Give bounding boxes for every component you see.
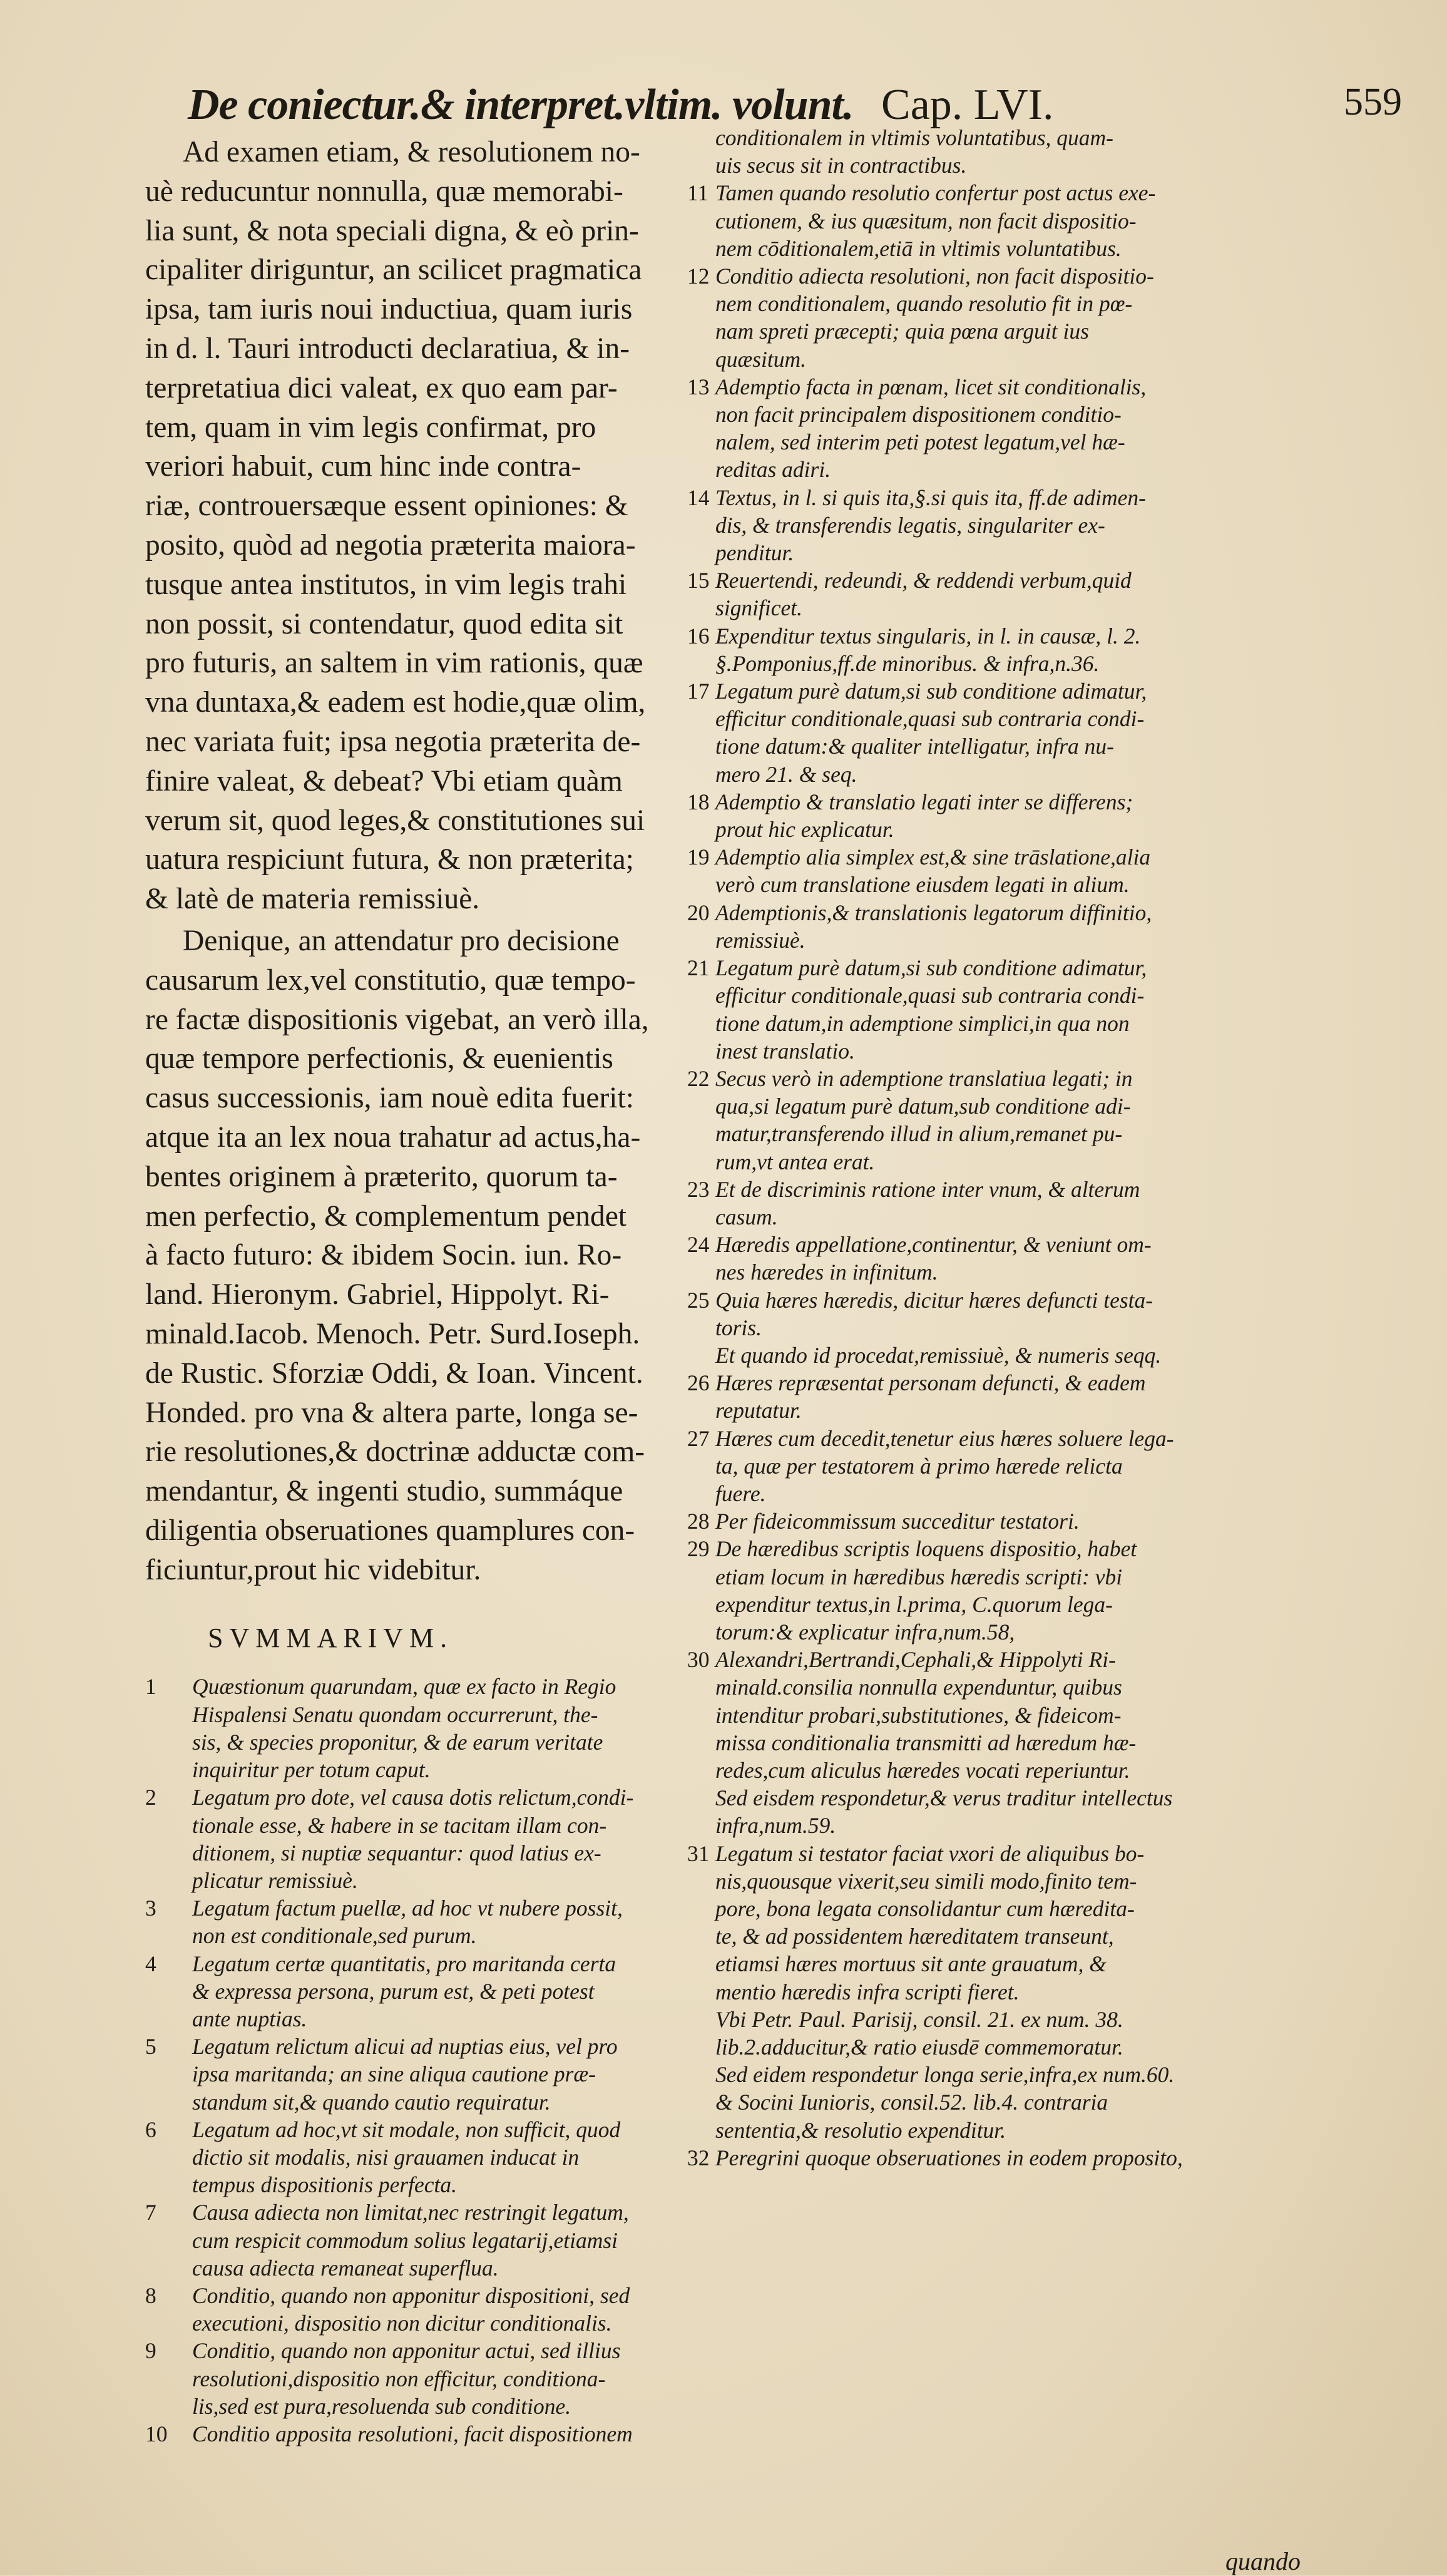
- entry-number: 17: [687, 679, 710, 704]
- summary-entry: [687, 484, 1313, 567]
- entry-number: 7: [145, 2200, 156, 2225]
- summary-entry: [145, 2033, 677, 2116]
- summary-entry: [687, 843, 1313, 898]
- entry-text: [192, 2199, 677, 2282]
- summary-entry: [715, 2061, 1313, 2144]
- paragraph: [145, 133, 677, 919]
- text-line: Legatum pro dote, vel causa dotis relictum,condi-: [192, 1785, 634, 1810]
- text-line: te, & ad possidentem hæreditatem transeunt,: [715, 1924, 1114, 1949]
- text-line: intenditur probari,substitutiones, & fideicom-: [715, 1702, 1122, 1728]
- entry-number: 26: [687, 1370, 710, 1396]
- text-line: Conditio adiecta resolutioni, non facit dispositio-: [715, 264, 1154, 289]
- text-line: Hæres repræsentat personam defuncti, & eadem: [715, 1370, 1146, 1396]
- summary-entry: [687, 1840, 1313, 2006]
- entry-number: 11: [687, 180, 709, 206]
- text-line: redes,cum aliculus hæredes vocati reperiuntur.: [715, 1757, 1130, 1783]
- text-line: tionale esse, & habere in se tacitam illam con-: [192, 1812, 607, 1838]
- text-line: Et de discriminis ratione inter vnum, & alterum: [715, 1176, 1140, 1202]
- text-line: Denique, an attendatur pro decisione: [183, 924, 620, 957]
- text-line: & Socini Iunioris, consil.52. lib.4. contraria: [715, 2090, 1108, 2115]
- text-line: Tamen quando resolutio confertur post actus exe-: [715, 180, 1156, 206]
- text-line: pro futuris, an saltem in vim rationis, quæ: [145, 647, 643, 680]
- entry-text: [715, 373, 1313, 484]
- entry-text: [715, 954, 1313, 1065]
- entry-number: 19: [687, 844, 710, 870]
- entry-number: 25: [687, 1287, 710, 1313]
- text-line: pore, bona legata consolidantur cum hæredita-: [715, 1896, 1135, 1921]
- entry-text: [715, 484, 1313, 567]
- entry-text: [715, 1065, 1313, 1176]
- text-line: nem conditionalem, quando resolutio fit in pœ-: [715, 291, 1133, 317]
- text-line: Ademptio alia simplex est,& sine trāslatione,alia: [715, 844, 1151, 870]
- entry-number: 27: [687, 1425, 710, 1451]
- text-line: missa conditionalia transmitti ad hæredum hæ-: [715, 1730, 1137, 1755]
- text-line: terpretatiua dici valeat, ex quo eam par-: [145, 371, 618, 404]
- text-line: executioni, dispositio non dicitur conditionalis.: [192, 2311, 612, 2336]
- summary-entry: [687, 1065, 1313, 1176]
- text-line: plicatur remissiuè.: [192, 1867, 358, 1893]
- summary-entry: [687, 567, 1313, 622]
- summary-entry: [687, 899, 1313, 954]
- text-line: expenditur textus,in l.prima, C.quorum lega-: [715, 1591, 1113, 1617]
- text-line: ditionem, si nuptiæ sequantur: quod latius ex-: [192, 1840, 601, 1865]
- summary-entry: [687, 1507, 1313, 1535]
- summary-entry: [687, 788, 1313, 843]
- text-line: Sed eidem respondetur longa serie,infra,ex num.60.: [715, 2062, 1175, 2088]
- entry-number: 9: [145, 2338, 156, 2364]
- text-line: toris.: [715, 1315, 762, 1340]
- text-line: Legatum purè datum,si sub conditione adimatur,: [715, 679, 1147, 704]
- entry-text: [715, 843, 1313, 898]
- text-line: diligentia obseruationes quamplures con-: [145, 1514, 635, 1547]
- text-line: vna duntaxa,& eadem est hodie,quæ olim,: [145, 686, 646, 719]
- text-line: mero 21. & seq.: [715, 761, 857, 787]
- entry-number: 8: [145, 2282, 156, 2308]
- entry-text: [715, 1646, 1313, 1784]
- entry-text: [715, 1342, 1313, 1369]
- summary-entry: [687, 1535, 1313, 1646]
- text-line: veriori habuit, cum hinc inde contra-: [145, 450, 581, 483]
- entry-text: [715, 1425, 1313, 1508]
- text-line: significet.: [715, 595, 803, 621]
- summary-entry: [145, 1894, 677, 1949]
- text-line: Ademptio facta in pœnam, licet sit conditionalis,: [715, 374, 1147, 399]
- entry-text: [192, 1783, 677, 1894]
- text-line: atque ita an lex noua trahatur ad actus,ha-: [145, 1121, 641, 1154]
- text-line: dis, & transferendis legatis, singulariter ex-: [715, 512, 1105, 538]
- entry-text: [192, 1894, 677, 1949]
- summary-entry: [687, 262, 1313, 373]
- summary-entry: [687, 373, 1313, 484]
- entry-number: 16: [687, 623, 710, 649]
- text-line: minald.Iacob. Menoch. Petr. Surd.Ioseph.: [145, 1317, 640, 1350]
- text-line: De hæredibus scriptis loquens dispositio, habet: [715, 1536, 1137, 1562]
- summary-entry: [145, 1950, 677, 2033]
- text-line: uatura respiciunt futura, & non præterita;: [145, 843, 634, 876]
- text-line: reditas adiri.: [715, 457, 831, 483]
- text-line: Vbi Petr. Paul. Parisij, consil. 21. ex num. 38.: [715, 2006, 1123, 2032]
- text-line: in d. l. Tauri introducti declaratiua, & in-: [145, 332, 630, 365]
- catchword: quando: [1225, 2547, 1301, 2575]
- summary-entry: [145, 2116, 677, 2199]
- text-line: Ad examen etiam, & resolutionem no-: [183, 136, 640, 168]
- entry-text: [192, 2420, 677, 2448]
- text-line: Hæres cum decedit,tenetur eius hæres soluere lega-: [715, 1425, 1174, 1451]
- entry-text: [715, 179, 1313, 262]
- text-line: non possit, si contendatur, quod edita sit: [145, 607, 623, 640]
- text-line: tione datum:& qualiter intelligatur, infra nu-: [715, 734, 1115, 759]
- entry-number: 10: [145, 2421, 168, 2446]
- entry-text: [192, 2033, 677, 2116]
- text-line: Legatum si testator faciat vxori de aliquibus bo-: [715, 1840, 1145, 1866]
- text-line: penditur.: [715, 540, 794, 566]
- text-line: finire valeat, & debeat? Vbi etiam quàm: [145, 764, 623, 798]
- text-line: nam spreti præcepti; quia pœna arguit ius: [715, 319, 1089, 344]
- text-line: Legatum relictum alicui ad nuptias eius, vel pro: [192, 2034, 618, 2060]
- text-line: Expenditur textus singularis, in l. in causæ, l. 2.: [715, 623, 1141, 649]
- page-number: 559: [1344, 81, 1402, 123]
- text-line: rum,vt antea erat.: [715, 1149, 875, 1174]
- entry-number: 23: [687, 1176, 710, 1202]
- text-line: mendantur, & ingenti studio, summáque: [145, 1475, 623, 1508]
- summarium-heading: SVMMARIVM.: [208, 1623, 454, 1654]
- text-line: Conditio, quando non apponitur actui, sed illius: [192, 2338, 621, 2364]
- entry-text: [192, 2337, 677, 2420]
- text-line: Per fideicommissum succeditur testatori.: [715, 1509, 1080, 1534]
- text-line: mentio hæredis infra scripti fieret.: [715, 1979, 1020, 2004]
- entry-number: 18: [687, 789, 710, 814]
- text-line: Legatum purè datum,si sub conditione adimatur,: [715, 955, 1147, 981]
- entry-number: 31: [687, 1840, 710, 1866]
- entry-text: [192, 1673, 677, 1783]
- text-line: cipaliter diriguntur, an scilicet pragmatica: [145, 254, 642, 287]
- text-line: men perfectio, & complementum pendet: [145, 1199, 626, 1233]
- running-title: De coniectur.& interpret.vltim. volunt.: [188, 81, 854, 129]
- summary-entry: [145, 2420, 677, 2448]
- text-line: Quia hæres hæredis, dicitur hæres defuncti testa-: [715, 1287, 1153, 1313]
- text-line: etiamsi hæres mortuus sit ante grauatum, &: [715, 1951, 1107, 1977]
- text-line: & latè de materia remissiuè.: [145, 883, 480, 916]
- text-line: inest translatio.: [715, 1038, 855, 1064]
- text-line: efficitur conditionale,quasi sub contraria condi-: [715, 983, 1145, 1008]
- entry-text: [192, 1950, 677, 2033]
- text-line: land. Hieronym. Gabriel, Hippolyt. Ri-: [145, 1278, 610, 1311]
- text-line: remissiuè.: [715, 927, 805, 953]
- text-line: verò cum translatione eiusdem legati in alium.: [715, 872, 1130, 898]
- text-line: Conditio, quando non apponitur dispositioni, sed: [192, 2282, 630, 2308]
- summary-entry: [687, 179, 1313, 262]
- text-line: non est conditionale,sed purum.: [192, 1923, 477, 1949]
- text-line: qua,si legatum purè datum,sub conditione adi-: [715, 1094, 1131, 1119]
- text-line: quæ tempore perfectionis, & euenientis: [145, 1042, 613, 1075]
- text-line: ipsa, tam iuris noui inductiua, quam iuris: [145, 293, 633, 326]
- summary-entry: [687, 622, 1313, 677]
- text-line: riæ, controuersæque essent opiniones: &: [145, 490, 628, 523]
- entry-number: 29: [687, 1536, 710, 1562]
- text-line: ta, quæ per testatorem à primo hærede relicta: [715, 1453, 1123, 1479]
- text-line: nalem, sed interim peti potest legatum,vel hæ-: [715, 429, 1125, 455]
- text-line: §.Pomponius,ff.de minoribus. & infra,n.36.: [715, 650, 1100, 676]
- chapter-label: Cap. LVI.: [881, 81, 1054, 129]
- paragraph: [145, 921, 677, 1590]
- text-line: Honded. pro vna & altera parte, longa se-: [145, 1396, 638, 1429]
- text-line: etiam locum in hæredibus hæredis scripti: vbi: [715, 1564, 1123, 1589]
- entry-number: 3: [145, 1896, 156, 1921]
- text-line: prout hic explicatur.: [715, 817, 894, 843]
- text-line: Ademptionis,& translationis legatorum diffinitio,: [715, 900, 1152, 925]
- text-line: bentes originem à præterito, quorum ta-: [145, 1160, 618, 1193]
- text-line: non facit principalem dispositionem conditio-: [715, 402, 1122, 428]
- text-line: posito, quòd ad negotia præterita maiora-: [145, 528, 636, 562]
- summary-entry: [687, 1176, 1313, 1231]
- text-line: sententia,& resolutio expenditur.: [715, 2117, 1006, 2143]
- entry-number: 32: [687, 2145, 710, 2170]
- entry-text: [715, 2061, 1313, 2144]
- text-line: re factæ dispositionis vigebat, an verò illa,: [145, 1003, 649, 1036]
- text-line: standum sit,& quando cautio requiratur.: [192, 2089, 551, 2115]
- summary-entry: [715, 1342, 1313, 1369]
- text-line: casus successionis, iam nouè edita fuerit:: [145, 1082, 634, 1115]
- summary-entry: [687, 954, 1313, 1065]
- entry-text: [715, 1369, 1313, 1424]
- text-line: lib.2.adducitur,& ratio eiusdē commemoratur.: [715, 2035, 1123, 2060]
- entry-text: [715, 677, 1313, 788]
- entry-number: 6: [145, 2117, 156, 2142]
- entry-text: [715, 1286, 1313, 1342]
- text-line: Hæredis appellatione,continentur, & veniunt om-: [715, 1232, 1152, 1258]
- text-line: ante nuptias.: [192, 2006, 307, 2031]
- left-column: [145, 133, 677, 2448]
- summary-entry: [145, 2199, 677, 2282]
- entry-text: [715, 1535, 1313, 1646]
- entry-text: [715, 1176, 1313, 1231]
- text-line: Hispalensi Senatu quondam occurrerunt, the-: [192, 1701, 598, 1727]
- text-line: cum respicit commodum solius legatarij,etiamsi: [192, 2227, 618, 2253]
- entry-number: 30: [687, 1647, 710, 1673]
- continued-entry: [687, 124, 1313, 179]
- summary-entry: [145, 1673, 677, 1783]
- text-line: nis,quousque vixerit,seu simili modo,finito tem-: [715, 1868, 1137, 1894]
- summary-list-right: [687, 179, 1313, 2172]
- text-line: ficiuntur,prout hic videbitur.: [145, 1553, 481, 1586]
- entry-number: 2: [145, 1785, 156, 1810]
- text-line: conditionalem in vltimis voluntatibus, quam-: [715, 125, 1113, 150]
- entry-text: [715, 1507, 1313, 1535]
- text-line: & expressa persona, purum est, & peti potest: [192, 1978, 595, 2004]
- text-line: Ademptio & translatio legati inter se differens;: [715, 789, 1133, 814]
- text-line: Alexandri,Bertrandi,Cephali,& Hippolyti Ri-: [715, 1647, 1116, 1673]
- text-line: Sed eisdem respondetur,& verus traditur intellectus: [715, 1785, 1173, 1811]
- text-line: Legatum ad hoc,vt sit modale, non sufficit, quod: [192, 2117, 621, 2142]
- entry-text: [715, 2144, 1313, 2172]
- entry-text: [715, 788, 1313, 843]
- summary-entry: [715, 2006, 1313, 2061]
- text-line: Et quando id procedat,remissiuè, & numeris seqq.: [715, 1342, 1162, 1368]
- summary-entry: [687, 677, 1313, 788]
- text-line: matur,transferendo illud in alium,remanet pu-: [715, 1121, 1123, 1147]
- entry-text: [715, 1840, 1313, 2006]
- entry-number: 28: [687, 1509, 710, 1534]
- text-line: lia sunt, & nota speciali digna, & eò prin-: [145, 214, 639, 247]
- entry-text: [715, 124, 1313, 179]
- entry-text: [715, 2006, 1313, 2061]
- text-line: à facto futuro: & ibidem Socin. iun. Ro-: [145, 1239, 622, 1272]
- text-line: infra,num.59.: [715, 1813, 836, 1839]
- entry-text: [192, 2282, 677, 2337]
- entry-number: 14: [687, 485, 710, 510]
- text-line: casum.: [715, 1204, 778, 1229]
- text-line: uè reducuntur nonnulla, quæ memorabi-: [145, 175, 623, 208]
- entry-number: 4: [145, 1951, 156, 1976]
- entry-number: 20: [687, 900, 710, 925]
- right-column: [687, 124, 1313, 2172]
- text-line: Peregrini quoque obseruationes in eodem proposito,: [715, 2145, 1183, 2170]
- entry-number: 21: [687, 955, 710, 981]
- text-line: dictio sit modalis, nisi grauamen inducat in: [192, 2144, 580, 2170]
- entry-number: 22: [687, 1065, 710, 1091]
- text-line: Legatum certæ quantitatis, pro maritanda certa: [192, 1951, 616, 1976]
- text-line: cutionem, & ius quæsitum, non facit dispositio-: [715, 208, 1137, 233]
- text-line: tusque antea institutos, in vim legis trahi: [145, 568, 627, 601]
- entry-text: [715, 262, 1313, 373]
- text-line: Quæstionum quarundam, quæ ex facto in Regio: [192, 1674, 616, 1700]
- entry-text: [715, 567, 1313, 622]
- text-line: minald.consilia nonnulla expenduntur, quibus: [715, 1675, 1122, 1700]
- summary-entry: [687, 1646, 1313, 1784]
- text-line: Legatum factum puellæ, ad hoc vt nubere possit,: [192, 1896, 623, 1921]
- summary-entry: [687, 1425, 1313, 1508]
- text-line: efficitur conditionale,quasi sub contraria condi-: [715, 706, 1145, 732]
- text-line: fuere.: [715, 1480, 766, 1506]
- entry-text: [715, 899, 1313, 954]
- text-line: sis, & species proponitur, & de earum veritate: [192, 1729, 603, 1755]
- text-line: Reuertendi, redeundi, & reddendi verbum,quid: [715, 568, 1132, 593]
- text-line: Causa adiecta non limitat,nec restringit legatum,: [192, 2200, 629, 2225]
- intro-text: [145, 133, 677, 1589]
- text-line: causa adiecta remaneat superflua.: [192, 2255, 499, 2281]
- text-line: ipsa maritanda; an sine aliqua cautione præ-: [192, 2061, 596, 2087]
- entry-text: [715, 1784, 1313, 1839]
- text-line: de Rustic. Sforziæ Oddi, & Ioan. Vincent.: [145, 1357, 643, 1390]
- entry-number: 24: [687, 1232, 710, 1258]
- summary-entry: [715, 1784, 1313, 1839]
- text-line: nec variata fuit; ipsa negotia præterita de-: [145, 725, 641, 758]
- entry-text: [715, 622, 1313, 677]
- text-line: quæsitum.: [715, 346, 806, 372]
- text-line: nes hæredes in infinitum.: [715, 1260, 938, 1285]
- entry-number: 5: [145, 2034, 156, 2060]
- text-line: Conditio apposita resolutioni, facit dispositionem: [192, 2421, 633, 2446]
- summary-entry: [145, 2337, 677, 2420]
- summary-entry: [145, 1783, 677, 1894]
- text-line: tione datum,in ademptione simplici,in qua non: [715, 1010, 1130, 1036]
- text-line: tem, quam in vim legis confirmat, pro: [145, 411, 596, 444]
- entry-number: 1: [145, 1674, 156, 1700]
- text-line: torum:& explicatur infra,num.58,: [715, 1619, 1015, 1645]
- text-line: tempus dispositionis perfecta.: [192, 2172, 458, 2198]
- entry-number: 12: [687, 264, 710, 289]
- summary-entry: [687, 1286, 1313, 1342]
- entry-text: [715, 1231, 1313, 1286]
- text-line: inquiritur per totum caput.: [192, 1757, 431, 1783]
- text-line: Secus verò in ademptione translatiua legati; in: [715, 1065, 1133, 1091]
- entry-number: 13: [687, 374, 710, 399]
- text-line: rie resolutiones,& doctrinæ adductæ com-: [145, 1435, 645, 1469]
- text-line: reputatur.: [715, 1398, 802, 1424]
- summary-entry: [145, 2282, 677, 2337]
- summary-list-left: [145, 1673, 677, 2448]
- summary-entry: [687, 2144, 1313, 2172]
- text-line: causarum lex,vel constitutio, quæ tempo-: [145, 963, 636, 997]
- text-line: Textus, in l. si quis ita,§.si quis ita, ff.de adimen-: [715, 485, 1147, 510]
- text-line: nem cōditionalem,etiā in vltimis voluntatibus.: [715, 235, 1122, 261]
- text-line: lis,sed est pura,resoluenda sub conditione.: [192, 2393, 571, 2419]
- entry-text: [192, 2116, 677, 2199]
- summary-entry: [687, 1231, 1313, 1286]
- entry-number: 15: [687, 568, 710, 593]
- text-line: uis secus sit in contractibus.: [715, 153, 967, 178]
- text-line: resolutioni,dispositio non efficitur, conditiona-: [192, 2366, 606, 2391]
- summary-entry: [687, 1369, 1313, 1424]
- text-line: verum sit, quod leges,& constitutiones sui: [145, 804, 645, 837]
